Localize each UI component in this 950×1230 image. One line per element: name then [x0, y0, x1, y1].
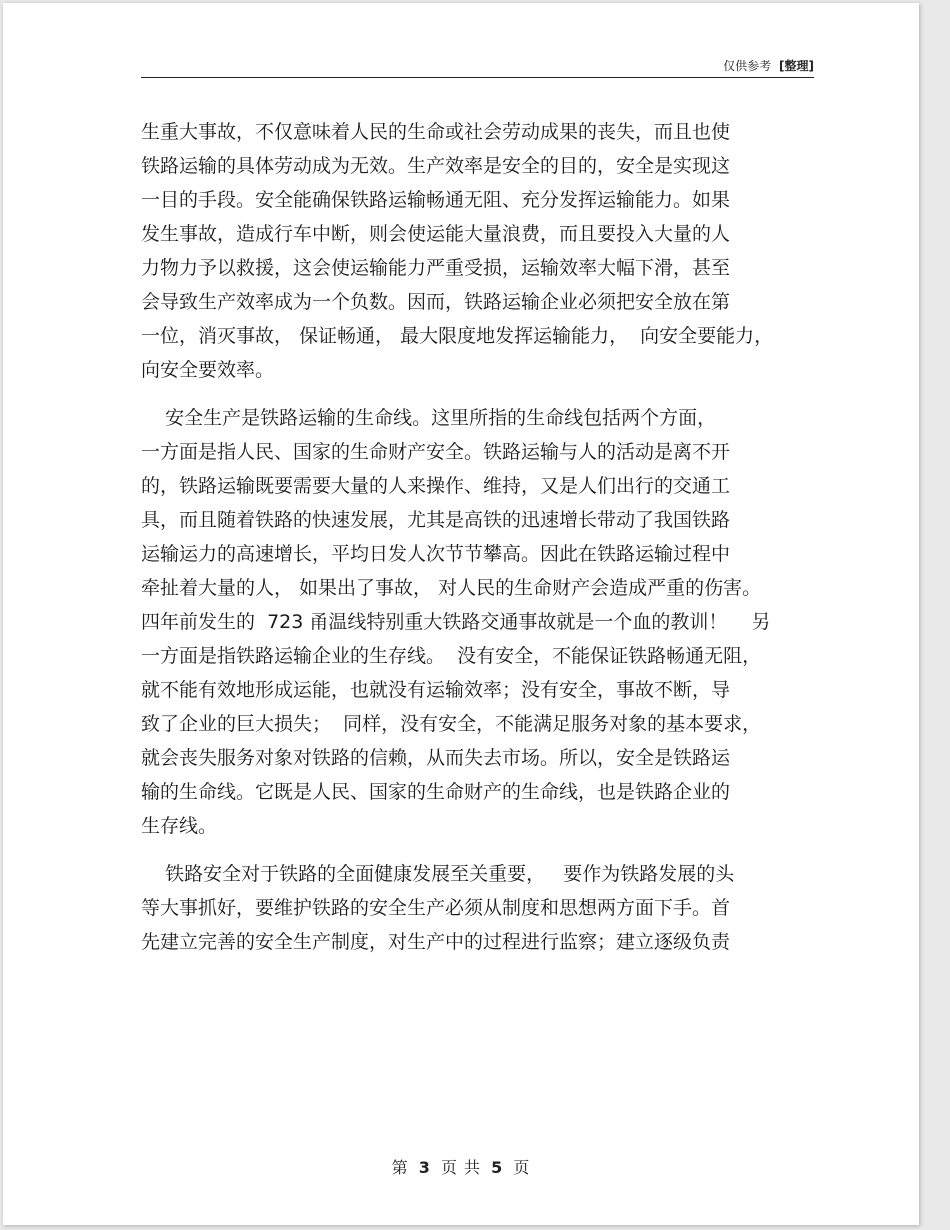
text-line: 一方面是指铁路运输企业的生存线。 没有安全，不能保证铁路畅通无阻，: [141, 645, 762, 667]
text-line: 致了企业的巨大损失； 同样，没有安全，不能满足服务对象的基本要求，: [141, 713, 762, 735]
current-page-number: 3: [418, 1158, 431, 1177]
text-line: 发生事故，造成行车中断，则会使运能大量浪费，而且要投入大量的人: [141, 223, 731, 245]
text-line: 力物力予以救援，这会使运输能力严重受损，运输效率大幅下滑，甚至: [141, 257, 731, 279]
text-line: 铁路运输的具体劳动成为无效。生产效率是安全的目的，安全是实现这: [141, 155, 731, 177]
text-line: 四年前发生的 723 甬温线特别重大铁路交通事故就是一个血的教训！ 另: [141, 611, 771, 633]
page-header: [141, 55, 814, 78]
header-tag: [整理]: [779, 59, 814, 73]
text-line: 具，而且随着铁路的快速发展，尤其是高铁的迅速增长带动了我国铁路: [141, 509, 731, 531]
text-line: 一目的手段。安全能确保铁路运输畅通无阻、充分发挥运输能力。如果: [141, 189, 731, 211]
text-line: 一方面是指人民、国家的生命财产安全。铁路运输与人的活动是离不开: [141, 441, 731, 463]
text-line: 等大事抓好，要维护铁路的安全生产必须从制度和思想两方面下手。首: [141, 897, 731, 919]
text-line: 的，铁路运输既要需要大量的人来操作、维持，又是人们出行的交通工: [141, 475, 731, 497]
text-line: 生存线。: [141, 815, 218, 837]
text-line: 向安全要效率。: [141, 359, 275, 381]
text-line: 先建立完善的安全生产制度，对生产中的过程进行监察；建立逐级负责: [141, 931, 731, 953]
text-line: 生重大事故，不仅意味着人民的生命或社会劳动成果的丧失，而且也使: [141, 121, 731, 143]
document-page: [3, 3, 919, 1225]
page-footer: [3, 1155, 919, 1178]
total-page-number: 5: [491, 1158, 504, 1177]
text-line: 牵扯着大量的人， 如果出了事故， 对人民的生命财产会造成严重的伤害。: [141, 577, 762, 599]
text-line: 就会丧失服务对象对铁路的信赖，从而失去市场。所以，安全是铁路运: [141, 747, 731, 769]
text-line: 会导致生产效率成为一个负数。因而，铁路运输企业必须把安全放在第: [141, 291, 731, 313]
text-line: 安全生产是铁路运输的生命线。这里所指的生命线包括两个方面，: [141, 407, 717, 429]
text-line: 一位，消灭事故， 保证畅通， 最大限度地发挥运输能力， 向安全要能力，: [141, 325, 774, 347]
text-line: 铁路安全对于铁路的全面健康发展至关重要， 要作为铁路发展的头: [141, 863, 735, 885]
footer-suffix: 页: [513, 1158, 531, 1177]
text-line: 运输运力的高速增长，平均日发人次节节攀高。因此在铁路运输过程中: [141, 543, 731, 565]
footer-middle: 页 共: [440, 1158, 482, 1177]
footer-prefix: 第: [391, 1158, 409, 1177]
header-label: 仅供参考: [723, 59, 772, 73]
text-line: 就不能有效地形成运能，也就没有运输效率；没有安全，事故不断，导: [141, 679, 731, 701]
text-line: 输的生命线。它既是人民、国家的生命财产的生命线，也是铁路企业的: [141, 781, 731, 803]
